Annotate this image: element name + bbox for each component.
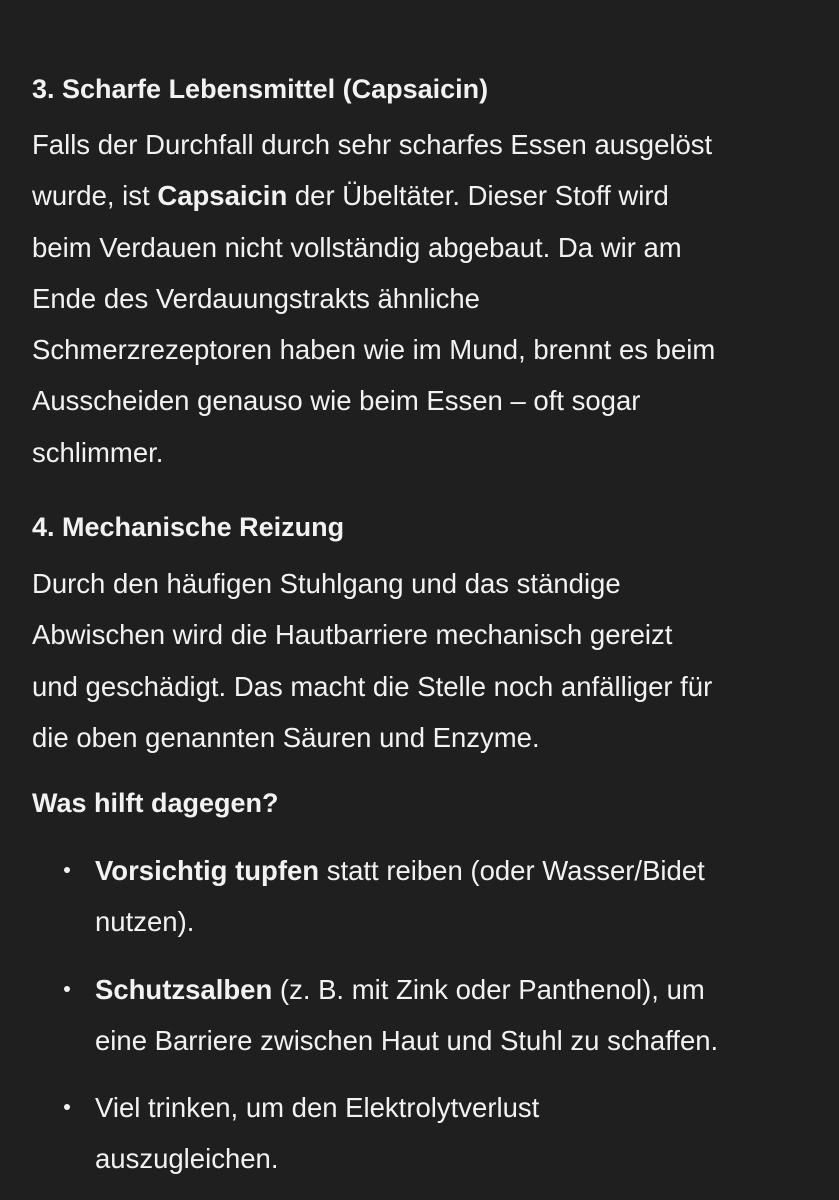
bullet-icon (64, 986, 70, 992)
list-item-line: auszugleichen. (95, 1143, 279, 1175)
text-run: der Übeltäter. Dieser Stoff wird (287, 180, 669, 212)
paragraph-line: schlimmer. (32, 436, 164, 468)
paragraph-line: und geschädigt. Das macht die Stelle noch anfälliger für (32, 670, 713, 702)
list-item-text (95, 845, 705, 948)
paragraph-line: die oben genannten Säuren und Enzyme. (32, 721, 540, 753)
text-run: statt reiben (oder Wasser/Bidet (319, 855, 705, 886)
paragraph-line: Ende des Verdauungstrakts ähnliche (32, 282, 480, 314)
text-run: (z. B. mit Zink oder Panthenol), um (272, 974, 705, 1005)
paragraph-line: Ausscheiden genauso wie beim Essen – oft sogar (32, 385, 641, 417)
list-item-line: eine Barriere zwischen Haut und Stuhl zu schaffen. (95, 1025, 719, 1057)
bold-term: Schutzsalben (95, 974, 273, 1005)
paragraph-line: beim Verdauen nicht vollständig abgebaut. Da wir am (32, 231, 682, 263)
paragraph-line: Durch den häufigen Stuhlgang und das ständige (32, 568, 621, 599)
list-item-line (95, 1082, 539, 1133)
paragraph-mechanical (32, 558, 822, 763)
list-item-text (95, 964, 718, 1067)
list-item-line (95, 845, 705, 896)
section-heading-capsaicin: 3. Scharfe Lebensmittel (Capsaicin) (32, 74, 489, 104)
section-heading-help: Was hilft dagegen? (32, 788, 279, 818)
paragraph-capsaicin (32, 119, 822, 478)
paragraph-line (32, 170, 822, 221)
bold-term: Vorsichtig tupfen (95, 855, 320, 886)
paragraph-line: Schmerzrezeptoren haben wie im Mund, brennt es beim (32, 334, 716, 366)
paragraph-line: Abwischen wird die Hautbarriere mechanisch gereizt (32, 619, 673, 651)
list-item-line (95, 964, 718, 1015)
text-run: Viel trinken, um den Elektrolytverlust (95, 1092, 540, 1123)
paragraph-line: Falls der Durchfall durch sehr scharfes Essen ausgelöst (32, 129, 713, 160)
bullet-icon (64, 867, 70, 873)
text-run: wurde, ist (32, 180, 158, 212)
list-item-line: nutzen). (95, 906, 195, 938)
section-heading-mechanical: 4. Mechanische Reizung (32, 512, 345, 542)
bold-term-capsaicin: Capsaicin (157, 180, 288, 212)
list-item-text (95, 1082, 539, 1185)
bullet-icon (64, 1104, 70, 1110)
